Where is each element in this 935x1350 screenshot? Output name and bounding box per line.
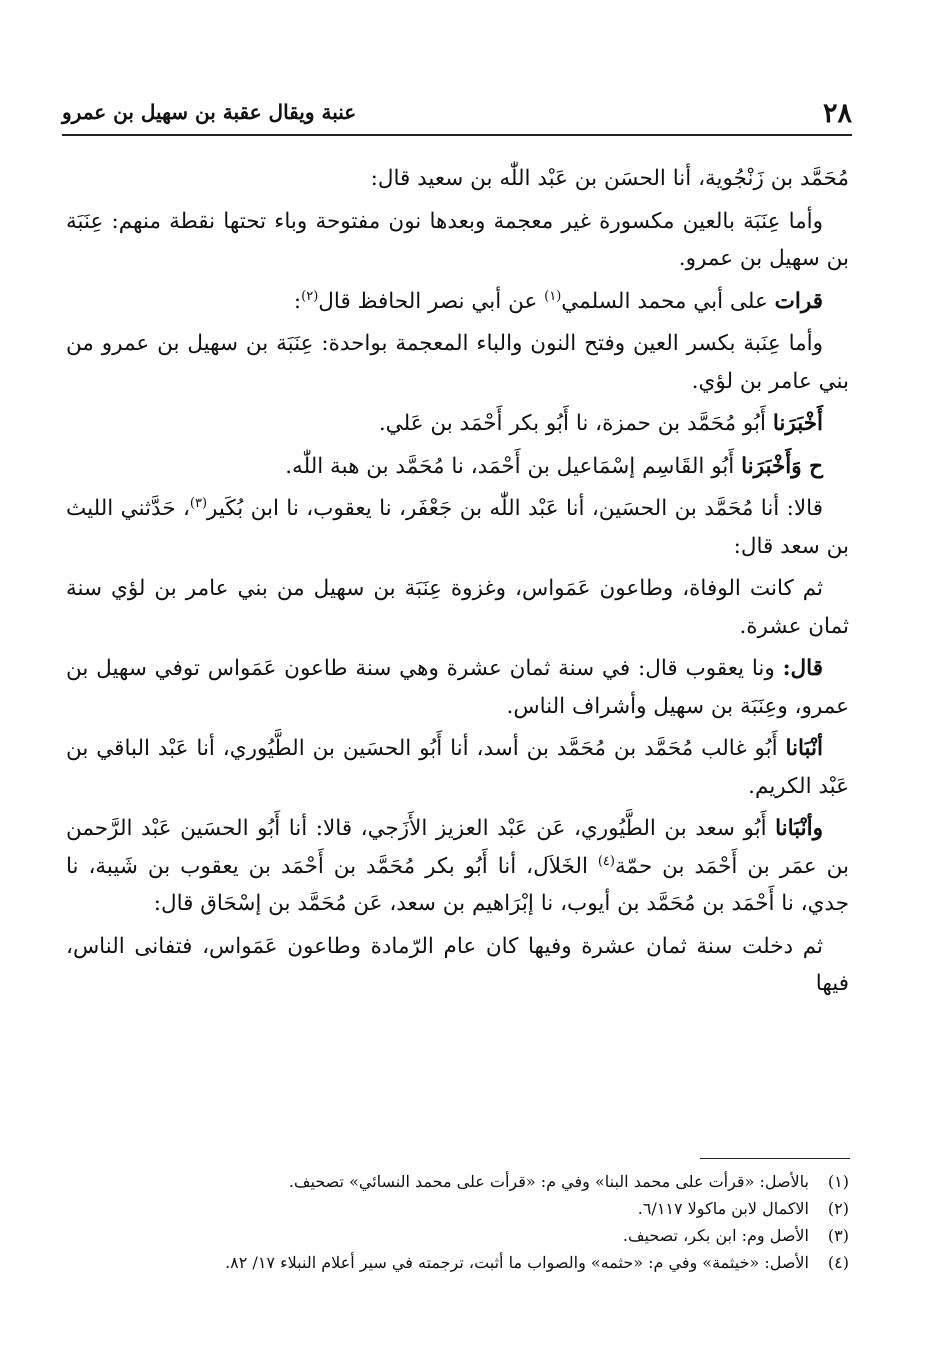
paragraph-text: أَبُو غالب مُحَمَّد بن مُحَمَّد بن أسد، أنا أَبُو الحسَين بن الطَّيُوري، أنا عَبْد الباقي بن عَبْد الكريم. [66,736,849,799]
paragraph-text: على أبي محمد السلمي [561,288,775,314]
running-title: عنبة ويقال عقبة بن سهيل بن عمرو [62,100,357,124]
paragraph-text: عن أبي نصر الحافظ قال [318,288,545,314]
paragraph [66,325,849,400]
paragraph [66,730,849,805]
paragraph [66,928,849,1003]
paragraph-text: ، حَدَّثني الليث بن سعد قال: [66,496,849,559]
paragraph-text: قالا: أنا مُحَمَّد بن الحسَين، أنا عَبْد اللّٰه بن جَعْفَر، نا يعقوب، نا ابن بُكَير [207,496,823,521]
narration-lead: أَخْبَرَنا [772,411,823,436]
footnote-text: الاكمال لابن ماكولا ٦/١١٧. [637,1199,809,1218]
footnote-number: (٤) [827,1253,849,1272]
paragraph-text: ثم دخلت سنة ثمان عشرة وفيها كان عام الرّمادة وطاعون عَمَواس، فتفانى الناس، فيها [66,933,849,996]
footnote-text: بالأصل: «قرأت على محمد البنا» وفي م: «قرأت على محمد النسائي» تصحيف. [288,1172,809,1191]
page-number: ٢٨ [822,98,852,129]
paragraph-text: وأما عِنَبة بكسر العين وفتح النون والباء المعجمة بواحدة: عِنَبَة بن سهيل بن عمرو من بني عامر بن لؤي. [66,331,849,394]
narration-lead: قرات [774,288,823,314]
narration-lead: ح وَأَخْبَرَنا [741,453,823,479]
footnote-separator [700,1158,850,1159]
footnote-ref[interactable]: (١) [544,288,562,304]
footnote-ref[interactable]: (٤) [597,853,615,869]
footnote-number: (٣) [827,1226,849,1245]
paragraph [66,650,849,725]
footnote-text: الأصل: «خيثمة» وفي م: «حثمه» والصواب ما أثبت، ترجمته في سير أعلام النبلاء ١٧/ ٨٢. [225,1253,809,1272]
footnote [66,1249,849,1276]
paragraph-text: وأما عِنَبَة بالعين مكسورة غير معجمة وبعدها نون مفتوحة وباء تحتها نقطة منهم: عِنَبَة بن سهيل بن عمرو. [66,208,849,271]
paragraph [66,570,849,645]
paragraph [66,405,849,443]
paragraph [66,203,849,278]
footnote-number: (٢) [827,1199,849,1218]
paragraph [66,810,849,923]
header-rule [62,134,852,136]
paragraph-text: أَبُو مُحَمَّد بن حمزة، نا أَبُو بكر أَحْمَد بن عَلي. [378,411,773,436]
footnotes [66,1168,849,1276]
paragraph-text: أَبُو سعد بن الطَّيُوري، عَن عَبْد العزيز الأَزَجي، قالا: أنا أَبُو الحسَين عَبْد الرَّحمن بن عمَر بن أَحْمَد بن حمّة [66,816,849,879]
footnote [66,1168,849,1195]
paragraph [66,490,849,565]
main-text [66,160,849,1008]
paragraph-text: مُحَمَّد بن زَنْجُوية، أنا الحسَن بن عَبْد اللّٰه بن سعيد قال: [370,166,849,191]
footnote-text: الأصل وم: ابن بكر، تصحيف. [622,1226,809,1245]
paragraph [66,448,849,486]
footnote [66,1222,849,1249]
footnote [66,1195,849,1222]
narration-lead: وأنْبَانا [775,816,823,841]
paragraph-text: أَبُو القَاسِم إسْمَاعيل بن أَحْمَد، نا مُحَمَّد بن هبة اللّٰه. [285,453,742,479]
paragraph-text: الخَلاَل، أنا أَبُو بكر مُحَمَّد بن أَحْمَد بن يعقوب بن شَيبة، نا جدي، نا أَحْمَد بن مُحَمَّد بن أيوب، نا إبْرَاهيم بن سعد، عَن مُحَمَّد بن إسْحَاق قال: [66,853,849,916]
narration-lead: أنْبَانا [785,736,823,761]
paragraph-text: ونا يعقوب قال: في سنة ثمان عشرة وهي سنة طاعون عَمَواس توفي سهيل بن عمرو، وعِنَبَة بن سهيل وأشراف الناس. [66,656,849,719]
running-head [62,96,852,130]
paragraph-text: : [293,288,302,314]
footnote-ref[interactable]: (٣) [189,495,208,511]
paragraph [66,283,849,321]
footnote-ref[interactable]: (٢) [301,288,319,304]
footnote-number: (١) [827,1172,849,1191]
paragraph [66,160,849,198]
paragraph-text: ثم كانت الوفاة، وطاعون عَمَواس، وغزوة عِنَبَة بن سهيل من بني عامر بن لؤي سنة ثمان عشرة. [66,576,849,639]
narration-lead: قال: [782,656,823,681]
